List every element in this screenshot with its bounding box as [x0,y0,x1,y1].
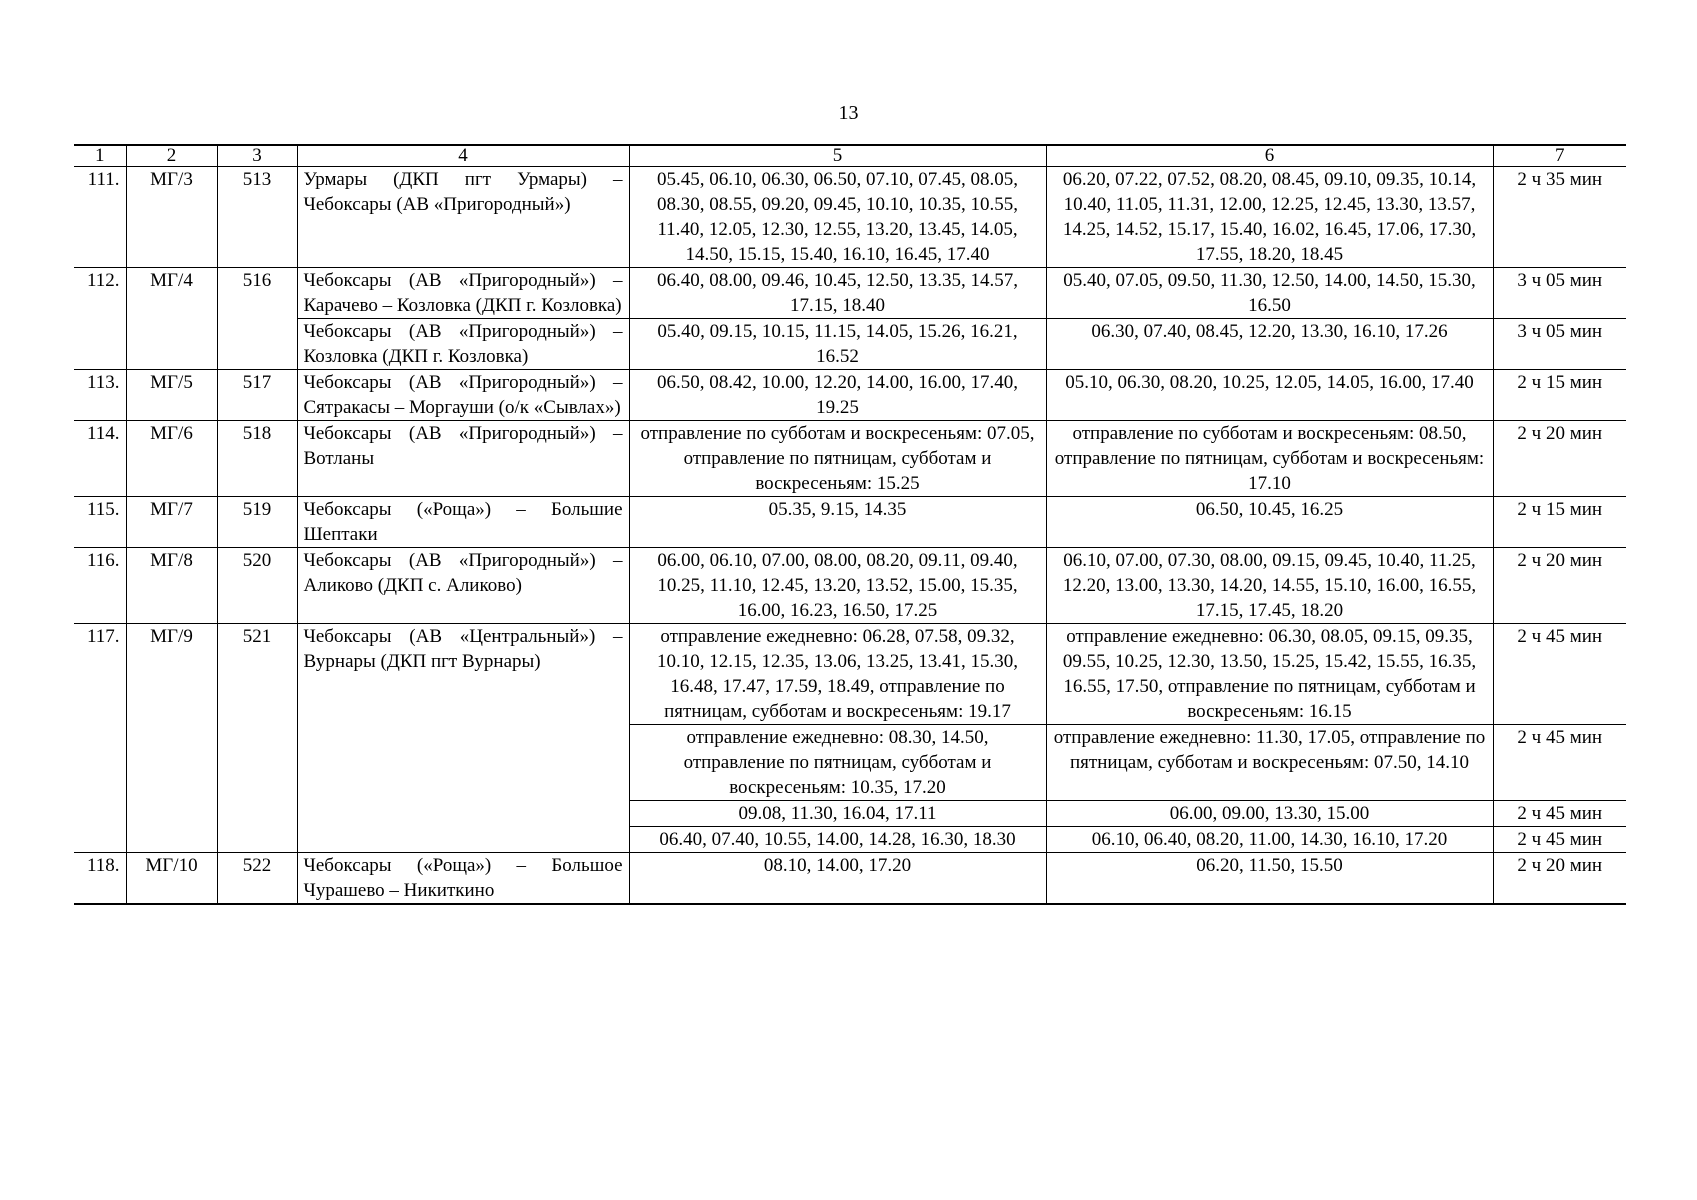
departure-times-return: 05.10, 06.30, 08.20, 10.25, 12.05, 14.05, 16.00, 17.40 [1046,370,1493,421]
table-row [74,370,1626,421]
route-name: Чебоксары («Роща») – Большие Шептаки [297,497,629,548]
departure-times-forward: 06.40, 07.40, 10.55, 14.00, 14.28, 16.30, 18.30 [629,827,1046,853]
departure-times-forward: отправление ежедневно: 08.30, 14.50, отправление по пятницам, субботам и воскресеньям: 10.35, 17.20 [629,725,1046,801]
page-number: 13 [838,102,859,124]
departure-times-forward: 06.50, 08.42, 10.00, 12.20, 14.00, 16.00, 17.40, 19.25 [629,370,1046,421]
route-name: Чебоксары (АВ «Пригородный») – Вотланы [297,421,629,497]
route-number: 522 [217,853,297,905]
row-number: 113. [74,370,126,421]
departure-times-return: отправление ежедневно: 06.30, 08.05, 09.15, 09.35, 09.55, 10.25, 12.30, 13.50, 15.25, 15.42, 15.55, 16.35, 16.55, 17.50, отправление по пятницам, субботам и воскресеньям: 16.15 [1046,624,1493,725]
departure-times-return: 06.10, 07.00, 07.30, 08.00, 09.15, 09.45, 10.40, 11.25, 12.20, 13.00, 13.30, 14.20, 14.55, 15.10, 16.00, 16.55, 17.15, 17.45, 18.20 [1046,548,1493,624]
departure-times-forward: 06.40, 08.00, 09.46, 10.45, 12.50, 13.35, 14.57, 17.15, 18.40 [629,268,1046,319]
trip-duration: 2 ч 15 мин [1493,370,1626,421]
table-row [74,624,1626,725]
departure-times-forward: отправление по субботам и воскресеньям: 07.05, отправление по пятницам, субботам и воскресеньям: 15.25 [629,421,1046,497]
row-number: 117. [74,624,126,853]
departure-times-forward: 09.08, 11.30, 16.04, 17.11 [629,801,1046,827]
table-row [74,853,1626,905]
route-name: Чебоксары (АВ «Центральный») – Вурнары (ДКП пгт Вурнары) [297,624,629,853]
header-cell: 1 [74,145,126,167]
header-cell: 6 [1046,145,1493,167]
departure-times-return: отправление ежедневно: 11.30, 17.05, отправление по пятницам, субботам и воскресеньям: 07.50, 14.10 [1046,725,1493,801]
trip-duration: 2 ч 45 мин [1493,827,1626,853]
trip-duration: 3 ч 05 мин [1493,268,1626,319]
departure-times-return: 06.30, 07.40, 08.45, 12.20, 13.30, 16.10, 17.26 [1046,319,1493,370]
route-number: 517 [217,370,297,421]
row-number: 116. [74,548,126,624]
registry-number: МГ/7 [126,497,217,548]
departure-times-forward: 06.00, 06.10, 07.00, 08.00, 08.20, 09.11, 09.40, 10.25, 11.10, 12.45, 13.20, 13.52, 15.00, 15.35, 16.00, 16.23, 16.50, 17.25 [629,548,1046,624]
registry-number: МГ/4 [126,268,217,370]
departure-times-forward: 05.45, 06.10, 06.30, 06.50, 07.10, 07.45, 08.05, 08.30, 08.55, 09.20, 09.45, 10.10, 10.35, 10.55, 11.40, 12.05, 12.30, 12.55, 13.20, 13.45, 14.05, 14.50, 15.15, 15.40, 16.10, 16.45, 17.40 [629,167,1046,268]
departure-times-return: отправление по субботам и воскресеньям: 08.50, отправление по пятницам, субботам и воскресеньям: 17.10 [1046,421,1493,497]
route-name: Чебоксары (АВ «Пригородный») – Карачево – Козловка (ДКП г. Козловка) [297,268,629,319]
departure-times-return: 06.10, 06.40, 08.20, 11.00, 14.30, 16.10, 17.20 [1046,827,1493,853]
trip-duration: 2 ч 45 мин [1493,801,1626,827]
trip-duration: 2 ч 45 мин [1493,725,1626,801]
row-number: 114. [74,421,126,497]
departure-times-forward: 08.10, 14.00, 17.20 [629,853,1046,905]
trip-duration: 2 ч 20 мин [1493,421,1626,497]
trip-duration: 2 ч 45 мин [1493,624,1626,725]
trip-duration: 2 ч 15 мин [1493,497,1626,548]
header-cell: 4 [297,145,629,167]
registry-number: МГ/10 [126,853,217,905]
route-name: Урмары (ДКП пгт Урмары) – Чебоксары (АВ «Пригородный») [297,167,629,268]
trip-duration: 2 ч 20 мин [1493,853,1626,905]
departure-times-return: 05.40, 07.05, 09.50, 11.30, 12.50, 14.00, 14.50, 15.30, 16.50 [1046,268,1493,319]
departure-times-return: 06.20, 11.50, 15.50 [1046,853,1493,905]
route-name: Чебоксары (АВ «Пригородный») – Козловка (ДКП г. Козловка) [297,319,629,370]
header-cell: 3 [217,145,297,167]
departure-times-return: 06.20, 07.22, 07.52, 08.20, 08.45, 09.10, 09.35, 10.14, 10.40, 11.05, 11.31, 12.00, 12.25, 12.45, 13.30, 13.57, 14.25, 14.52, 15.17, 15.40, 16.02, 16.45, 17.06, 17.30, 17.55, 18.20, 18.45 [1046,167,1493,268]
registry-number: МГ/8 [126,548,217,624]
route-number: 513 [217,167,297,268]
route-number: 520 [217,548,297,624]
route-number: 518 [217,421,297,497]
registry-number: МГ/9 [126,624,217,853]
departure-times-return: 06.00, 09.00, 13.30, 15.00 [1046,801,1493,827]
table-row [74,319,1626,370]
table-row [74,497,1626,548]
route-name: Чебоксары (АВ «Пригородный») – Аликово (ДКП с. Аликово) [297,548,629,624]
departure-times-forward: отправление ежедневно: 06.28, 07.58, 09.32, 10.10, 12.15, 12.35, 13.06, 13.25, 13.41, 15.30, 16.48, 17.47, 17.59, 18.49, отправление по пятницам, субботам и воскресеньям: 19.17 [629,624,1046,725]
trip-duration: 2 ч 35 мин [1493,167,1626,268]
route-name: Чебоксары («Роща») – Большое Чурашево – Никиткино [297,853,629,905]
departure-times-forward: 05.35, 9.15, 14.35 [629,497,1046,548]
departure-times-return: 06.50, 10.45, 16.25 [1046,497,1493,548]
registry-number: МГ/3 [126,167,217,268]
table-row [74,548,1626,624]
header-cell: 7 [1493,145,1626,167]
table-row [74,421,1626,497]
route-number: 516 [217,268,297,370]
header-cell: 2 [126,145,217,167]
route-number: 519 [217,497,297,548]
table-row [74,167,1626,268]
registry-number: МГ/5 [126,370,217,421]
trip-duration: 3 ч 05 мин [1493,319,1626,370]
row-number: 118. [74,853,126,905]
header-cell: 5 [629,145,1046,167]
registry-number: МГ/6 [126,421,217,497]
header-row [74,145,1626,167]
schedule-table [74,144,1626,905]
row-number: 111. [74,167,126,268]
route-number: 521 [217,624,297,853]
table-row [74,268,1626,319]
trip-duration: 2 ч 20 мин [1493,548,1626,624]
route-name: Чебоксары (АВ «Пригородный») – Сятракасы – Моргауши (о/к «Сывлах») [297,370,629,421]
departure-times-forward: 05.40, 09.15, 10.15, 11.15, 14.05, 15.26, 16.21, 16.52 [629,319,1046,370]
row-number: 112. [74,268,126,370]
row-number: 115. [74,497,126,548]
